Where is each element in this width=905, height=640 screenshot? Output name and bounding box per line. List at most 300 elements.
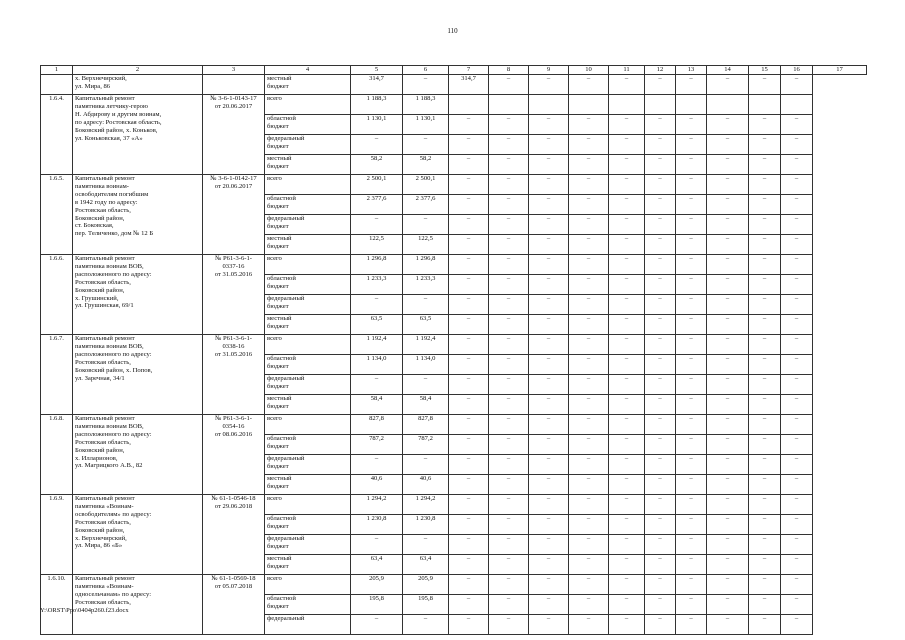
amount-cell: – xyxy=(676,475,707,495)
amount-cell: – xyxy=(749,255,781,275)
amount-cell: – xyxy=(609,495,645,515)
funding-source: федеральный бюджет xyxy=(265,295,351,315)
amount-cell: – xyxy=(489,475,529,495)
amount-cell: – xyxy=(781,255,813,275)
amount-cell: – xyxy=(529,175,569,195)
amount-cell: – xyxy=(609,355,645,375)
amount-cell: – xyxy=(529,595,569,615)
amount-cell: – xyxy=(645,135,676,155)
amount-cell: – xyxy=(749,215,781,235)
expertise-document: № Р61-3-6-1- 0337-16 от 31.05.2016 xyxy=(203,255,265,335)
amount-cell: – xyxy=(645,75,676,95)
amount-cell: – xyxy=(676,75,707,95)
amount-cell: – xyxy=(749,495,781,515)
amount-cell: – xyxy=(609,535,645,555)
amount-cell: – xyxy=(676,575,707,595)
amount-cell: – xyxy=(529,215,569,235)
amount-cell: – xyxy=(529,75,569,95)
amount-cell: – xyxy=(781,115,813,135)
amount-cell: – xyxy=(351,455,403,475)
amount-cell: – xyxy=(449,275,489,295)
amount-cell: – xyxy=(609,115,645,135)
amount-cell: – xyxy=(569,415,609,435)
amount-cell: 205,9 xyxy=(351,575,403,595)
amount-cell: – xyxy=(676,375,707,395)
amount-cell: – xyxy=(529,555,569,575)
amount-cell: 58,4 xyxy=(351,395,403,415)
amount-cell: – xyxy=(489,415,529,435)
amount-cell: – xyxy=(645,495,676,515)
amount-cell xyxy=(707,95,749,115)
amount-cell: – xyxy=(449,235,489,255)
amount-cell: – xyxy=(449,355,489,375)
amount-cell: – xyxy=(707,615,749,635)
amount-cell: – xyxy=(403,375,449,395)
amount-cell: 195,8 xyxy=(351,595,403,615)
expertise-document: № Р61-3-6-1- 0354-16 от 08.06.2016 xyxy=(203,415,265,495)
amount-cell: – xyxy=(781,535,813,555)
amount-cell: 787,2 xyxy=(403,435,449,455)
amount-cell: – xyxy=(676,335,707,355)
amount-cell: – xyxy=(707,215,749,235)
expertise-document: № Р61-3-6-1- 0338-16 от 31.05.2016 xyxy=(203,335,265,415)
amount-cell: – xyxy=(645,555,676,575)
amount-cell: – xyxy=(645,335,676,355)
item-description: х. Верхнечирский, ул. Мира, 86 xyxy=(73,75,203,95)
amount-cell: – xyxy=(749,395,781,415)
amount-cell: – xyxy=(609,155,645,175)
amount-cell: – xyxy=(609,515,645,535)
amount-cell: – xyxy=(529,315,569,335)
amount-cell: – xyxy=(569,315,609,335)
amount-cell: – xyxy=(449,555,489,575)
amount-cell: – xyxy=(569,295,609,315)
amount-cell: – xyxy=(489,455,529,475)
item-description: Капитальный ремонт памятника воинам ВОВ, расположенного по адресу: Ростовская область, Боковский район, х. Грушинский, ул. Грушинская, 69/1 xyxy=(73,255,203,335)
amount-cell xyxy=(529,95,569,115)
amount-cell: – xyxy=(569,235,609,255)
funding-source: федеральный бюджет xyxy=(265,375,351,395)
amount-cell: – xyxy=(707,75,749,95)
item-index: 1.6.10. xyxy=(41,575,73,635)
amount-cell: 40,6 xyxy=(403,475,449,495)
table-row xyxy=(41,575,867,595)
amount-cell: – xyxy=(781,415,813,435)
amount-cell: – xyxy=(781,75,813,95)
amount-cell: – xyxy=(569,275,609,295)
amount-cell: – xyxy=(676,515,707,535)
amount-cell: – xyxy=(676,195,707,215)
amount-cell: – xyxy=(489,535,529,555)
amount-cell: – xyxy=(489,615,529,635)
amount-cell: – xyxy=(676,615,707,635)
amount-cell: – xyxy=(569,455,609,475)
table-row xyxy=(41,255,867,275)
amount-cell: – xyxy=(569,515,609,535)
amount-cell: 1 230,8 xyxy=(351,515,403,535)
amount-cell: – xyxy=(676,315,707,335)
amount-cell: – xyxy=(569,375,609,395)
amount-cell: – xyxy=(569,175,609,195)
amount-cell: – xyxy=(449,155,489,175)
amount-cell: – xyxy=(781,355,813,375)
funding-source: федеральный бюджет xyxy=(265,215,351,235)
amount-cell: – xyxy=(489,275,529,295)
amount-cell: – xyxy=(449,175,489,195)
column-number-3: 3 xyxy=(203,66,265,75)
funding-source: местный бюджет xyxy=(265,155,351,175)
item-description: Капитальный ремонт памятника «Воинам- односельчанам» по адресу: Ростовская область, xyxy=(73,575,203,635)
amount-cell: – xyxy=(676,595,707,615)
amount-cell: 63,4 xyxy=(351,555,403,575)
amount-cell: – xyxy=(609,275,645,295)
item-index: 1.6.7. xyxy=(41,335,73,415)
column-number-15: 15 xyxy=(749,66,781,75)
amount-cell: – xyxy=(403,215,449,235)
amount-cell: – xyxy=(781,335,813,355)
amount-cell: 1 192,4 xyxy=(351,335,403,355)
amount-cell: – xyxy=(781,375,813,395)
amount-cell: – xyxy=(529,335,569,355)
amount-cell: – xyxy=(676,535,707,555)
amount-cell: – xyxy=(529,375,569,395)
amount-cell: – xyxy=(569,215,609,235)
amount-cell: – xyxy=(645,315,676,335)
amount-cell: – xyxy=(569,575,609,595)
amount-cell: – xyxy=(403,135,449,155)
amount-cell: – xyxy=(403,75,449,95)
amount-cell: – xyxy=(529,235,569,255)
amount-cell: – xyxy=(529,115,569,135)
amount-cell: – xyxy=(676,415,707,435)
amount-cell: – xyxy=(749,535,781,555)
amount-cell: – xyxy=(569,115,609,135)
amount-cell: 205,9 xyxy=(403,575,449,595)
amount-cell: 2 377,6 xyxy=(351,195,403,215)
funding-source: областной бюджет xyxy=(265,275,351,295)
funding-source: всего xyxy=(265,335,351,355)
amount-cell: 122,5 xyxy=(403,235,449,255)
funding-source: всего xyxy=(265,255,351,275)
column-number-1: 1 xyxy=(41,66,73,75)
expertise-document: № 61-1-0569-18 от 05.07.2018 xyxy=(203,575,265,635)
amount-cell: – xyxy=(676,275,707,295)
amount-cell: – xyxy=(569,335,609,355)
amount-cell: – xyxy=(529,155,569,175)
table-row xyxy=(41,95,867,115)
amount-cell: – xyxy=(749,455,781,475)
amount-cell: – xyxy=(707,155,749,175)
amount-cell: – xyxy=(645,435,676,455)
amount-cell: – xyxy=(569,535,609,555)
amount-cell: – xyxy=(645,195,676,215)
amount-cell: – xyxy=(489,355,529,375)
amount-cell: – xyxy=(707,355,749,375)
funding-source: областной бюджет xyxy=(265,115,351,135)
amount-cell: – xyxy=(489,175,529,195)
funding-source: местный бюджет xyxy=(265,475,351,495)
amount-cell: – xyxy=(707,135,749,155)
page-number: 110 xyxy=(447,27,458,35)
amount-cell: – xyxy=(707,415,749,435)
amount-cell: – xyxy=(749,475,781,495)
amount-cell: – xyxy=(489,495,529,515)
amount-cell: – xyxy=(707,515,749,535)
amount-cell: 1 296,8 xyxy=(403,255,449,275)
amount-cell: – xyxy=(609,135,645,155)
amount-cell: – xyxy=(569,475,609,495)
amount-cell: – xyxy=(749,355,781,375)
amount-cell: – xyxy=(609,415,645,435)
amount-cell: – xyxy=(569,75,609,95)
amount-cell: – xyxy=(569,195,609,215)
amount-cell: – xyxy=(403,615,449,635)
amount-cell: – xyxy=(609,295,645,315)
amount-cell: – xyxy=(449,515,489,535)
amount-cell: – xyxy=(489,135,529,155)
amount-cell: 122,5 xyxy=(351,235,403,255)
amount-cell: – xyxy=(609,215,645,235)
amount-cell: – xyxy=(489,155,529,175)
amount-cell: – xyxy=(749,155,781,175)
amount-cell: – xyxy=(676,135,707,155)
amount-cell xyxy=(489,95,529,115)
amount-cell: – xyxy=(529,135,569,155)
item-index: 1.6.4. xyxy=(41,95,73,175)
amount-cell: – xyxy=(707,535,749,555)
amount-cell: 1 294,2 xyxy=(351,495,403,515)
expertise-document xyxy=(203,75,265,95)
amount-cell: – xyxy=(489,575,529,595)
amount-cell: – xyxy=(781,175,813,195)
amount-cell: – xyxy=(529,415,569,435)
amount-cell xyxy=(749,95,781,115)
amount-cell: – xyxy=(449,115,489,135)
amount-cell: 1 233,3 xyxy=(351,275,403,295)
amount-cell: – xyxy=(707,115,749,135)
amount-cell: – xyxy=(569,495,609,515)
amount-cell: – xyxy=(676,215,707,235)
amount-cell: – xyxy=(449,495,489,515)
amount-cell: – xyxy=(529,275,569,295)
amount-cell: – xyxy=(645,515,676,535)
amount-cell: 1 296,8 xyxy=(351,255,403,275)
amount-cell: 1 230,8 xyxy=(403,515,449,535)
amount-cell: – xyxy=(403,295,449,315)
amount-cell: – xyxy=(749,575,781,595)
table-row xyxy=(41,175,867,195)
funding-source: федеральный бюджет xyxy=(265,455,351,475)
amount-cell: – xyxy=(449,395,489,415)
amount-cell: – xyxy=(749,315,781,335)
amount-cell: – xyxy=(781,295,813,315)
amount-cell: 2 500,1 xyxy=(403,175,449,195)
amount-cell: – xyxy=(645,255,676,275)
amount-cell: 2 500,1 xyxy=(351,175,403,195)
amount-cell: – xyxy=(781,275,813,295)
amount-cell: – xyxy=(707,395,749,415)
amount-cell: – xyxy=(707,235,749,255)
amount-cell: – xyxy=(781,595,813,615)
funding-source: всего xyxy=(265,415,351,435)
amount-cell: – xyxy=(529,575,569,595)
amount-cell: – xyxy=(609,195,645,215)
funding-source: местный бюджет xyxy=(265,315,351,335)
amount-cell: – xyxy=(449,335,489,355)
funding-source: всего xyxy=(265,175,351,195)
funding-source: областной бюджет xyxy=(265,515,351,535)
amount-cell: – xyxy=(609,335,645,355)
amount-cell: – xyxy=(707,295,749,315)
amount-cell: – xyxy=(449,255,489,275)
amount-cell: – xyxy=(645,615,676,635)
amount-cell: – xyxy=(749,115,781,135)
table-row xyxy=(41,335,867,355)
amount-cell: – xyxy=(707,255,749,275)
amount-cell: 63,5 xyxy=(351,315,403,335)
amount-cell: – xyxy=(609,235,645,255)
amount-cell: – xyxy=(449,615,489,635)
column-number-16: 16 xyxy=(781,66,813,75)
table-row xyxy=(41,75,867,95)
amount-cell: – xyxy=(489,295,529,315)
amount-cell: – xyxy=(676,355,707,375)
column-number-10: 10 xyxy=(569,66,609,75)
amount-cell: – xyxy=(749,135,781,155)
amount-cell: – xyxy=(351,135,403,155)
funding-source: всего xyxy=(265,495,351,515)
funding-source: местный бюджет xyxy=(265,395,351,415)
funding-source: всего xyxy=(265,575,351,595)
amount-cell: – xyxy=(707,475,749,495)
amount-cell: – xyxy=(749,295,781,315)
amount-cell: – xyxy=(781,455,813,475)
amount-cell: – xyxy=(489,75,529,95)
budget-table xyxy=(40,65,867,635)
amount-cell: – xyxy=(489,395,529,415)
amount-cell: – xyxy=(707,315,749,335)
amount-cell: 195,8 xyxy=(403,595,449,615)
amount-cell: – xyxy=(529,295,569,315)
amount-cell: – xyxy=(707,335,749,355)
amount-cell: – xyxy=(645,155,676,175)
amount-cell: – xyxy=(489,195,529,215)
amount-cell: – xyxy=(749,235,781,255)
amount-cell: – xyxy=(489,115,529,135)
funding-source: областной бюджет xyxy=(265,435,351,455)
table-row xyxy=(41,415,867,435)
funding-source: местный бюджет xyxy=(265,555,351,575)
amount-cell: 1 134,0 xyxy=(403,355,449,375)
amount-cell: – xyxy=(529,475,569,495)
amount-cell: – xyxy=(489,375,529,395)
column-number-8: 8 xyxy=(489,66,529,75)
amount-cell: 314,7 xyxy=(351,75,403,95)
amount-cell: – xyxy=(449,475,489,495)
amount-cell: – xyxy=(529,495,569,515)
amount-cell: 314,7 xyxy=(449,75,489,95)
amount-cell: 58,2 xyxy=(403,155,449,175)
amount-cell: – xyxy=(449,435,489,455)
amount-cell: – xyxy=(781,195,813,215)
amount-cell: – xyxy=(529,395,569,415)
footer-path: Y:\ORST\Ppo\0404p260.f23.docx xyxy=(40,607,129,614)
item-index: 1.6.6. xyxy=(41,255,73,335)
amount-cell: – xyxy=(781,495,813,515)
item-index: 1.6.5. xyxy=(41,175,73,255)
amount-cell xyxy=(609,95,645,115)
amount-cell: – xyxy=(645,235,676,255)
amount-cell: 1 130,1 xyxy=(403,115,449,135)
funding-source: местный бюджет xyxy=(265,235,351,255)
amount-cell: – xyxy=(529,515,569,535)
funding-source: федеральный бюджет xyxy=(265,535,351,555)
item-description: Капитальный ремонт памятника воинам ВОВ, расположенного по адресу: Ростовская область, Боковский район, х. Илларионов, ул. Магрицкого А.В., 82 xyxy=(73,415,203,495)
amount-cell: – xyxy=(645,355,676,375)
amount-cell: – xyxy=(749,615,781,635)
amount-cell: – xyxy=(676,235,707,255)
amount-cell: – xyxy=(609,175,645,195)
item-description: Капитальный ремонт памятника летчику-герою Н. Абдирову и другим воинам, по адресу: Ростовская область, Боковский район, х. Коньков, ул. Коньковская, 37 «А» xyxy=(73,95,203,175)
amount-cell: 827,8 xyxy=(351,415,403,435)
amount-cell: – xyxy=(707,175,749,195)
funding-source: областной бюджет xyxy=(265,595,351,615)
amount-cell: – xyxy=(749,435,781,455)
amount-cell xyxy=(676,95,707,115)
column-number-12: 12 xyxy=(645,66,676,75)
amount-cell: – xyxy=(609,435,645,455)
amount-cell: – xyxy=(449,595,489,615)
amount-cell: – xyxy=(645,275,676,295)
amount-cell: – xyxy=(749,515,781,535)
amount-cell: – xyxy=(707,575,749,595)
amount-cell: – xyxy=(351,215,403,235)
amount-cell: – xyxy=(645,175,676,195)
amount-cell: – xyxy=(609,315,645,335)
funding-source: областной бюджет xyxy=(265,195,351,215)
amount-cell: – xyxy=(707,435,749,455)
amount-cell: – xyxy=(489,335,529,355)
table-body xyxy=(41,75,867,635)
amount-cell: – xyxy=(676,175,707,195)
amount-cell: – xyxy=(781,575,813,595)
amount-cell: – xyxy=(676,115,707,135)
amount-cell: – xyxy=(351,535,403,555)
amount-cell: – xyxy=(645,575,676,595)
amount-cell: – xyxy=(529,535,569,555)
amount-cell: – xyxy=(449,455,489,475)
amount-cell: – xyxy=(529,455,569,475)
amount-cell: – xyxy=(569,615,609,635)
amount-cell: – xyxy=(781,475,813,495)
column-number-4: 4 xyxy=(265,66,351,75)
item-index: 1.6.8. xyxy=(41,415,73,495)
amount-cell: – xyxy=(449,215,489,235)
column-number-11: 11 xyxy=(609,66,645,75)
amount-cell: – xyxy=(676,455,707,475)
funding-source: всего xyxy=(265,95,351,115)
amount-cell: – xyxy=(609,555,645,575)
amount-cell: 1 192,4 xyxy=(403,335,449,355)
amount-cell: – xyxy=(489,595,529,615)
amount-cell: – xyxy=(449,535,489,555)
amount-cell: 58,4 xyxy=(403,395,449,415)
amount-cell: 58,2 xyxy=(351,155,403,175)
amount-cell: – xyxy=(676,495,707,515)
amount-cell: – xyxy=(645,295,676,315)
amount-cell: 1 233,3 xyxy=(403,275,449,295)
amount-cell: – xyxy=(781,235,813,255)
